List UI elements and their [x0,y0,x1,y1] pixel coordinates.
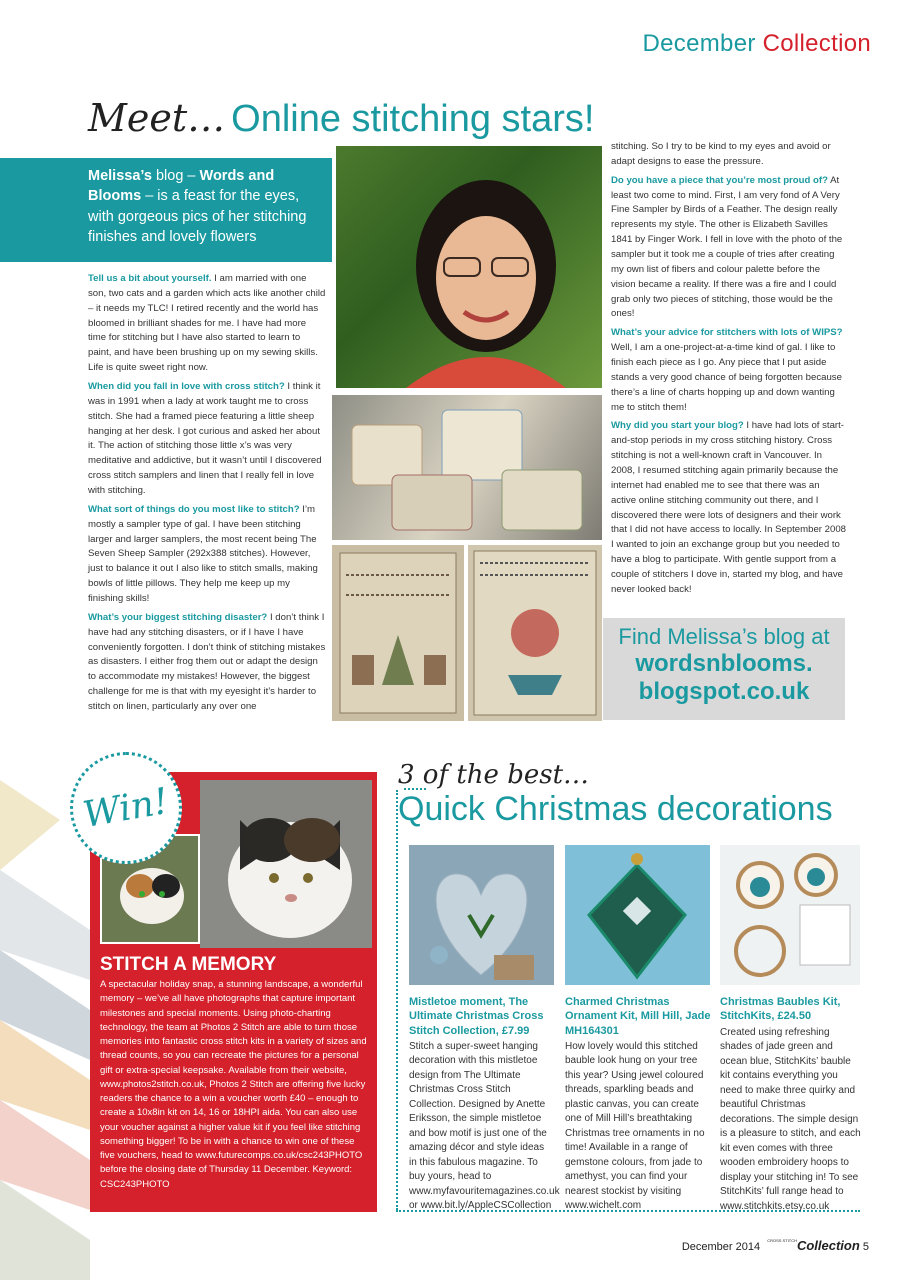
blog-link-box [603,618,845,720]
win-badge [70,752,182,864]
question: What’s your biggest stitching disaster? [88,611,268,623]
answer: At least two come to mind. First, I am very fond of A Very Fine Sampler by Birds of a Feather. The design really represents my style. The other is Elizabeth Savilles 1841 by Finger Work. I fell in love with the photo of the sampler but it took me a couple of tries after creating my own list of fibers and colour palette before the vision became a reality. If there was a fire and I could grab only two pieces of stitching, those would be the ones! [611,174,843,320]
header-part1: December [642,30,763,57]
footer-logo: Collection [796,1238,860,1253]
question: Tell us a bit about yourself. [88,273,212,284]
page-footer [682,1238,869,1253]
intro-rest: – is a feast for the eyes, with gorgeous pics of her stitching finishes and lovely flowers [88,188,307,245]
sampler-photo-2 [468,545,602,721]
win-badge-text: Win! [80,780,172,836]
product-description: How lovely would this stitched bauble look hung on your tree this year? Using jewel coloured threads, sparkling beads and plastic canvas, you can create one of Mill Hill’s breathtaking Christmas tree ornaments in no time! Available in a range of gemstone colours, from jade to amethyst, you can find your nearest stockist by visiting www.wichelt.com [565,1040,705,1212]
question: What’s your advice for stitchers with lots of WIPS? [611,327,843,339]
qa-paragraph [88,380,326,499]
intro-name: Melissa’s [88,168,152,184]
ornament-illustration [565,845,710,985]
ornament-photo [565,845,710,985]
page-number: 5 [862,1241,869,1253]
baubles-photo [720,845,860,985]
intro-mid: blog – [151,168,200,184]
header-part2: Collection [762,30,871,57]
product-description: Created using refreshing shades of jade green and ocean blue, StitchKits’ bauble kit contains everything you need to make three quirky and beautiful Christmas decorations. The simple design is a pleasure to stitch, and each kit even comes with three wooden embroidery hoops to display your stitching in! To see StitchKits’ full range head to www.stitchkits.etsy.co.uk [720,1026,861,1212]
find-line-2[interactable]: wordsnblooms. [635,650,813,677]
footer-small-label: CROSS STITCH [767,1238,797,1243]
portrait-photo [336,146,602,388]
product-title: Christmas Baubles Kit, StitchKits, £24.50 [720,996,841,1023]
answer: stitching. So I try to be kind to my eyes and avoid or adapt designs to ease the pressure. [611,141,831,167]
question: Why did you start your blog? [611,420,744,432]
qa-paragraph [611,174,847,323]
fabric-illustration [0,780,90,1280]
qa-paragraph [611,140,847,170]
baubles-illustration [720,845,860,985]
article-column-1 [88,272,326,719]
mistletoe-illustration [409,845,554,985]
competition-title: STITCH A MEMORY [100,954,277,975]
footer-date: December 2014 [681,1241,761,1253]
product-title: Charmed Christmas Ornament Kit, Mill Hill, Jade MH164301 [565,996,711,1037]
answer: I’m mostly a sampler type of gal. I have been stitching larger and larger samplers, the most recent being The Seven Sheep Sampler (292x388 stitches). However, just to balance it out I also like to stitch smalls, making bowls of little pillows. They help me keep up my finishing skills! [88,503,318,605]
three-of-the-best-title [398,760,833,829]
pillows-illustration [332,395,602,540]
pillows-photo [332,395,602,540]
question: What sort of things do you most like to stitch? [88,503,300,515]
question: Do you have a piece that you’re most proud of? [611,174,828,186]
qa-paragraph [88,503,326,607]
fabric-swatches [0,780,90,1280]
qa-paragraph [88,272,326,376]
meet-script: Meet… [88,96,226,140]
find-line-3[interactable]: blogspot.co.uk [638,677,810,705]
answer: I am married with one son, two cats and a garden which acts like another child – it needs my TLC! I retired recently and the world has bloomed in brilliant shades for me. I have had more time for stitching but I have also started to learn to paint, and have been brushing up on my sewing skills. Life is quite sweet right now. [88,273,326,374]
cat-photo-large [200,780,372,948]
product-item-3 [720,995,862,1214]
article-title [88,96,594,141]
dotted-border-left [396,790,398,1210]
product-item-2 [565,995,713,1214]
qa-paragraph [611,419,847,597]
mistletoe-photo [409,845,554,985]
cat-illustration-large [200,780,372,948]
product-title: Mistletoe moment, The Ultimate Christmas Cross Stitch Collection, £7.99 [409,996,544,1037]
answer: I have had lots of start-and-stop periods in my cross stitching history. Cross stitching is not a well-known craft in Vancouver. In 2008, I resumed stitching again primarily because the internet had enabled me to see that there was an active online stitching community out there, and I discovered there were lots of designers and their work that I did not have access to locally. In September 2008 I wanted to join an exchange group but you needed to have a blog to participate. With gentle support from a couple of stitchers I dove in, started my blog, and have never looked back! [611,420,847,595]
answer: I think it was in 1991 when a lady at work taught me to cross stitch. She had a framed piece featuring a little sheep hanging at her desk. I got curious and asked her about it. The action of stitching those little x’s was very meditative and addictive, but it wasn’t until I discovered cross stitch samplers and linen that I really fell in love with stitching. [88,381,322,497]
sampler-illustration-1 [332,545,464,721]
question: When did you fall in love with cross stitch? [88,381,285,393]
dotted-border-top [404,788,426,790]
qa-paragraph [88,611,326,715]
qa-paragraph [611,326,847,415]
intro-blog: Words and Blooms [88,168,275,205]
sampler-photo-1 [332,545,464,721]
meet-title: Online stitching stars! [231,98,595,140]
product-item-1 [409,995,560,1214]
three-title: Quick Christmas decorations [398,790,833,828]
article-column-3 [611,140,847,602]
find-line-1: Find Melissa’s blog at [618,624,830,649]
competition-text: A spectacular holiday snap, a stunning landscape, a wonderful memory – we’ve all have photographs that capture important milestones and special moments. Using photo-charting technology, the team at Photos 2 Stitch are able to turn those memories into fantastic cross stitch kits in a variety of sizes and thread counts, so you can recreate the pictures for a personal gift or extra-special keepsake. Available from their website, www.photos2stitch.co.uk, Photos 2 Stitch are offering five lucky readers the chance to a win a voucher worth £40 – enough to create a 10x8in kit on 14, 16 or 18HPI aida. You can also use your voucher against a higher value kit if you feel like stitching something bigger! To be in with a chance to win one of these five vouchers, head to www.futurecomps.co.uk/csc243PHOTO before the closing date of Thursday 11 December. Keyword: CSC243PHOTO [100,979,367,1190]
portrait-illustration [336,146,602,388]
product-description: Stitch a super-sweet hanging decoration with this mistletoe design from The Ultimate Christmas Cross Stitch Collection. Designed by Anette Eriksson, the simple mistletoe and bow motif is just one of the amazing décor and style ideas in this fabulous magazine. To buy yours, head to www.myfavouritemagazines.co.uk or www.bit.ly/AppleCSCollection [409,1040,560,1212]
answer: Well, I am a one-project-at-a-time kind of gal. I like to finish each piece as I go. Any piece that I put aside stands a very good chance of being forgotten because there’s a line of charts hopping up and down wanting me to stitch them! [611,342,842,413]
answer: I don’t think I have had any stitching disasters, or if I have I have conveniently forgotten. I don’t think of stitching mistakes as disasters. I either frog them out or adapt the design to accommodate my mistakes! However, the biggest challenge for me is that with my eyesight it’s harder to stitch on linen, particularly any over one [88,611,326,713]
three-script: 3 of the best… [398,760,590,790]
intro-standfirst [0,158,332,262]
sampler-illustration-2 [468,545,602,721]
section-header [643,30,871,58]
